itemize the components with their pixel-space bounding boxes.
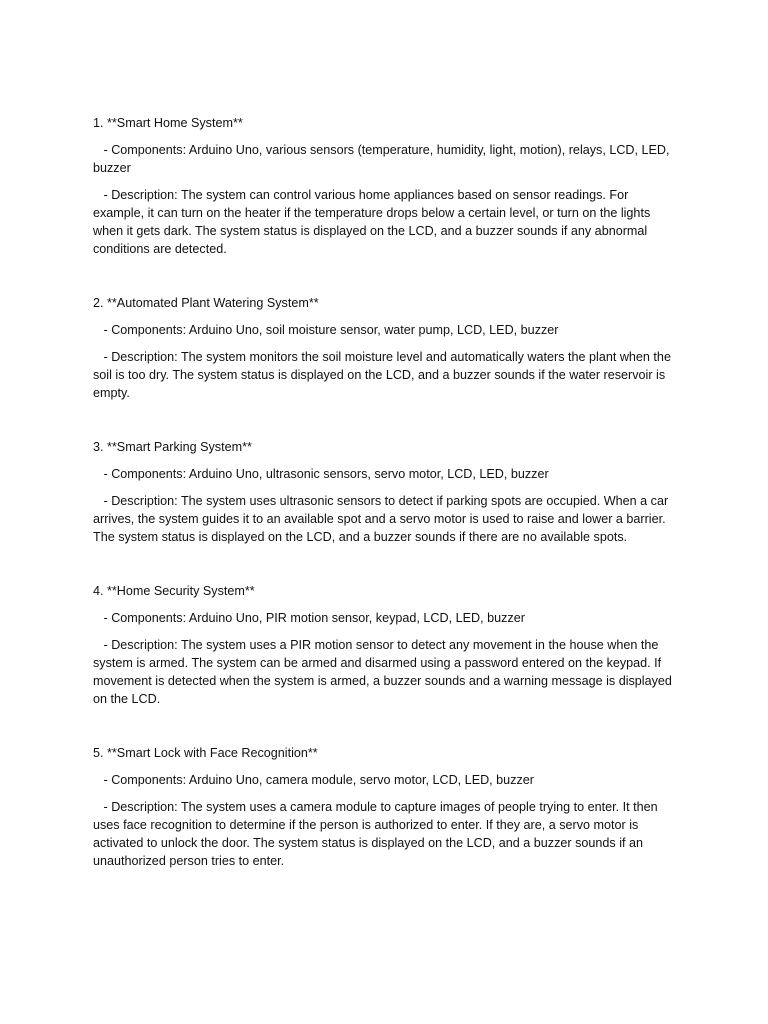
project-description: - Description: The system uses ultrasonic sensors to detect if parking spots are occupied. When a car arrives, the system guides it to an available spot and a servo motor is used to raise and lower a barrier. The system status is displayed on the LCD, and a buzzer sounds if there are no available spots. [93,494,672,544]
project-title: 5. **Smart Lock with Face Recognition** [93,746,318,760]
project-description: - Description: The system can control various home appliances based on sensor readings. For example, it can turn on the heater if the temperature drops below a certain level, or turn on the lights when it gets dark. The system status is displayed on the LCD, and a buzzer sounds if any abnormal conditions are detected. [93,188,654,256]
project-title: 1. **Smart Home System** [93,116,243,130]
project-components: - Components: Arduino Uno, soil moisture sensor, water pump, LCD, LED, buzzer [93,323,559,337]
project-item-3 [93,438,681,546]
project-description: - Description: The system uses a camera module to capture images of people trying to enter. It then uses face recognition to determine if the person is authorized to enter. If they are, a servo motor is activated to unlock the door. The system status is displayed on the LCD, and a buzzer sounds if an unauthorized person tries to enter. [93,800,662,868]
project-title: 4. **Home Security System** [93,584,255,598]
project-item-2 [93,294,681,402]
project-item-4 [93,582,681,708]
project-item-1 [93,114,681,258]
project-item-5 [93,744,681,870]
project-title: 2. **Automated Plant Watering System** [93,296,319,310]
project-components: - Components: Arduino Uno, various sensors (temperature, humidity, light, motion), relays, LCD, LED, buzzer [93,143,674,175]
project-description: - Description: The system uses a PIR motion sensor to detect any movement in the house when the system is armed. The system can be armed and disarmed using a password entered on the keypad. If movement is detected when the system is armed, a buzzer sounds and a warning message is displayed on the LCD. [93,638,676,706]
project-components: - Components: Arduino Uno, PIR motion sensor, keypad, LCD, LED, buzzer [93,611,525,625]
project-description: - Description: The system monitors the soil moisture level and automatically waters the plant when the soil is too dry. The system status is displayed on the LCD, and a buzzer sounds if the water reservoir is empty. [93,350,675,400]
project-title: 3. **Smart Parking System** [93,440,252,454]
project-components: - Components: Arduino Uno, ultrasonic sensors, servo motor, LCD, LED, buzzer [93,467,549,481]
project-components: - Components: Arduino Uno, camera module, servo motor, LCD, LED, buzzer [93,773,534,787]
document-content [93,114,681,906]
